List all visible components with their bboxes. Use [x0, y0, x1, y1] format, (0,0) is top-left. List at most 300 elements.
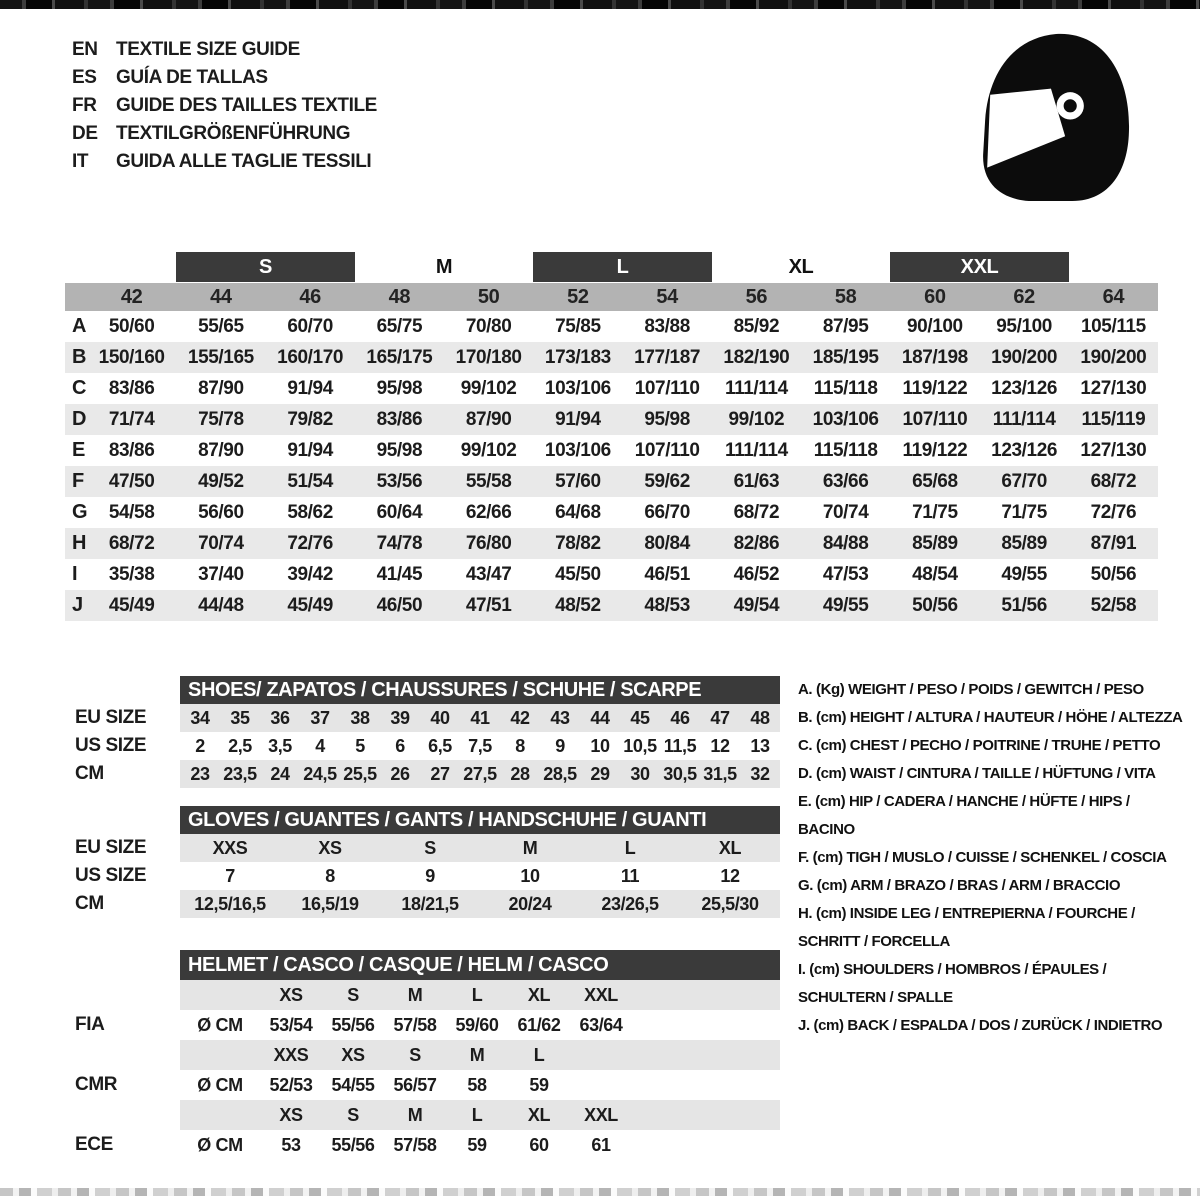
measurement-cell: 115/118	[813, 377, 878, 399]
measurement-cell: 123/126	[991, 439, 1058, 461]
legend-item: G. (cm) ARM / BRAZO / BRAS / ARM / BRACCIO	[798, 877, 1121, 894]
measurement-cell: 56/60	[198, 501, 244, 523]
measurement-row	[65, 404, 1158, 435]
shoes-cell: 11,5	[663, 735, 697, 756]
measurement-cell: 87/90	[465, 408, 512, 430]
gloves-cell: 9	[425, 865, 435, 886]
measurement-cell: 83/88	[644, 315, 690, 337]
measurement-cell: 76/80	[465, 532, 512, 554]
helmet-cell: 57/58	[393, 1134, 437, 1155]
legend-item: E. (cm) HIP / CADERA / HANCHE / HÜFTE / HIPS / BACINO	[798, 793, 1130, 838]
helmet-cell: XL	[527, 984, 551, 1005]
helmet-cell	[180, 1100, 260, 1130]
measurement-cell: 82/86	[733, 532, 780, 554]
gloves-row-label: US SIZE	[75, 865, 147, 886]
measurement-row-label: E	[72, 439, 85, 461]
helmet-cell	[180, 1040, 260, 1070]
measurement-row	[65, 311, 1158, 342]
gloves-cell: 25,5/30	[701, 893, 759, 914]
measurement-cell: 41/45	[376, 563, 423, 585]
gloves-cell: 20/24	[508, 893, 552, 914]
measurement-cell: 75/78	[198, 408, 244, 430]
shoes-cell: 27	[430, 763, 450, 784]
measurement-cell: 68/72	[1090, 470, 1137, 492]
helmet-cell: XS	[279, 984, 303, 1005]
size-group-s: S	[176, 252, 355, 282]
helmet-cell: 53/54	[269, 1014, 313, 1035]
legend-item: F. (cm) TIGH / MUSLO / CUISSE / SCHENKEL / COSCIA	[798, 849, 1167, 866]
helmet-size-table	[65, 950, 780, 1160]
language-row	[72, 148, 377, 176]
measurement-cell: 51/56	[1001, 594, 1047, 616]
shoes-row	[65, 760, 780, 788]
helmet-row	[65, 1130, 780, 1160]
measurement-cell: 85/89	[1001, 532, 1047, 554]
gloves-cell: XS	[318, 837, 342, 858]
language-code: DE	[72, 123, 98, 144]
helmet-cell: 63/64	[579, 1014, 623, 1035]
shoes-cell: 44	[590, 707, 610, 728]
helmet-cell: 59	[467, 1134, 487, 1155]
measurement-rows	[65, 311, 1158, 621]
measurement-cell: 111/114	[992, 408, 1056, 430]
shoes-cell: 10	[590, 735, 610, 756]
measurement-cell: 160/170	[277, 346, 344, 368]
measurement-cell: 70/80	[465, 315, 512, 337]
measurement-cell: 47/51	[465, 594, 512, 616]
measurement-cell: 35/38	[108, 563, 155, 585]
numeric-size: 44	[210, 285, 232, 308]
gloves-row	[65, 834, 780, 862]
size-group-m: M	[435, 255, 453, 278]
shoes-row	[65, 704, 780, 732]
gloves-cell: 10	[520, 865, 540, 886]
shoes-cell: 10,5	[623, 735, 657, 756]
shoes-table-title-bar: SHOES/ ZAPATOS / CHAUSSURES / SCHUHE / SCARPE	[180, 676, 780, 704]
measurement-cell: 46/51	[644, 563, 690, 585]
measurement-cell: 47/50	[108, 470, 155, 492]
measurement-cell: 60/64	[376, 501, 423, 523]
legend-item: H. (cm) INSIDE LEG / ENTREPIERNA / FOURCHE / SCHRITT / FORCELLA	[798, 905, 1135, 950]
measurement-cell: 71/75	[912, 501, 958, 523]
numeric-size: 56	[745, 285, 768, 308]
measurement-row-label: H	[72, 532, 87, 554]
measurement-row-label: I	[72, 563, 78, 585]
measurement-cell: 87/95	[822, 315, 869, 337]
shoes-cell: 45	[630, 707, 650, 728]
numeric-size: 54	[656, 285, 678, 308]
helmet-cell: S	[347, 1104, 359, 1125]
measurement-cell: 57/60	[555, 470, 601, 492]
gloves-cell: 7	[225, 865, 235, 886]
gloves-cell: 18/21,5	[401, 893, 459, 914]
measurement-cell: 79/82	[287, 408, 333, 430]
numeric-size: 58	[834, 285, 857, 308]
shoes-cell: 38	[350, 707, 370, 728]
measurement-cell: 48/54	[912, 563, 958, 585]
measurement-cell: 39/42	[287, 563, 333, 585]
language-title: TEXTILE SIZE GUIDE	[116, 39, 300, 60]
legend-item: J. (cm) BACK / ESPALDA / DOS / ZURÜCK / INDIETRO	[798, 1017, 1163, 1034]
measurement-cell: 170/180	[455, 346, 522, 368]
measurement-cell: 87/91	[1090, 532, 1137, 554]
legend-item: I. (cm) SHOULDERS / HOMBROS / ÉPAULES / SCHULTERN / SPALLE	[798, 961, 1107, 1006]
measurement-cell: 63/66	[822, 470, 869, 492]
helmet-cell: M	[469, 1044, 485, 1065]
gloves-rows	[65, 834, 780, 918]
measurement-cell: 83/86	[108, 439, 155, 461]
measurement-cell: 190/200	[991, 346, 1058, 368]
measurement-cell: 45/50	[555, 563, 601, 585]
measurement-row-label: C	[72, 377, 87, 399]
gloves-cell: S	[424, 837, 436, 858]
helmet-cell: L	[471, 984, 483, 1005]
helmet-cell: 54/55	[331, 1074, 375, 1095]
legend-item: B. (cm) HEIGHT / ALTURA / HAUTEUR / HÖHE / ALTEZZA	[798, 709, 1183, 726]
helmet-row-label	[65, 1040, 180, 1070]
measurement-cell: 107/110	[902, 408, 968, 430]
measurement-cell: 49/54	[733, 594, 780, 616]
measurement-row-label: D	[72, 408, 87, 430]
measurement-row-label: F	[72, 470, 84, 492]
language-row	[72, 120, 377, 148]
language-row	[72, 64, 377, 92]
measurement-cell: 53/56	[376, 470, 423, 492]
helmet-cell: 60	[529, 1134, 549, 1155]
measurement-cell: 43/47	[465, 563, 512, 585]
measurement-cell: 99/102	[728, 408, 785, 430]
shoes-cell: 12	[710, 735, 730, 756]
shoes-cell: 23	[190, 763, 210, 784]
measurement-cell: 119/122	[902, 377, 968, 399]
shoes-cell: 30	[630, 763, 650, 784]
gloves-row-label: EU SIZE	[75, 837, 147, 858]
measurement-cell: 72/76	[287, 532, 333, 554]
measurement-cell: 48/53	[644, 594, 690, 616]
helmet-cell: 52/53	[269, 1074, 313, 1095]
measurement-cell: 107/110	[634, 439, 700, 461]
gloves-cell: 12,5/16,5	[194, 893, 266, 914]
helmet-cell: S	[409, 1044, 421, 1065]
language-title: GUIDA ALLE TAGLIE TESSILI	[116, 151, 372, 172]
measurement-cell: 115/118	[813, 439, 878, 461]
measurement-cell: 83/86	[376, 408, 423, 430]
shoes-cell: 8	[515, 735, 525, 756]
measurement-cell: 103/106	[812, 408, 879, 430]
measurement-cell: 64/68	[555, 501, 601, 523]
helmet-rows	[65, 980, 780, 1160]
helmet-cell	[180, 980, 260, 1010]
shoes-cell: 5	[355, 735, 365, 756]
shoes-cell: 40	[430, 707, 450, 728]
shoes-row-label: US SIZE	[75, 735, 147, 756]
shoes-cell: 26	[390, 763, 410, 784]
measurement-cell: 68/72	[108, 532, 155, 554]
numeric-size: 50	[477, 285, 500, 308]
measurement-cell: 72/76	[1090, 501, 1137, 523]
measurement-cell: 85/89	[912, 532, 958, 554]
measurement-cell: 177/187	[634, 346, 701, 368]
helmet-cell: 61	[591, 1134, 611, 1155]
size-group-xl: XL	[788, 255, 814, 278]
helmet-table-title-bar: HELMET / CASCO / CASQUE / HELM / CASCO	[180, 950, 780, 980]
shoes-cell: 4	[315, 735, 325, 756]
measurement-cell: 111/114	[725, 439, 788, 461]
shoes-cell: 46	[670, 707, 690, 728]
measurement-cell: 55/65	[198, 315, 244, 337]
measurement-cell: 91/94	[287, 439, 333, 461]
shoes-cell: 43	[550, 707, 570, 728]
shoes-cell: 37	[310, 707, 330, 728]
measurement-cell: 95/98	[644, 408, 690, 430]
shoes-row-label: EU SIZE	[75, 707, 147, 728]
shoes-cell: 28,5	[543, 763, 577, 784]
gloves-cell: 8	[325, 865, 335, 886]
helmet-cell: XL	[527, 1104, 551, 1125]
helmet-row	[65, 1010, 780, 1040]
helmet-cell: L	[471, 1104, 483, 1125]
shoes-cell: 29	[590, 763, 610, 784]
measurement-cell: 95/98	[376, 377, 423, 399]
shoes-cell: 24	[270, 763, 290, 784]
measurement-cell: 115/119	[1081, 408, 1146, 430]
measurement-cell: 47/53	[822, 563, 869, 585]
measurement-cell: 190/200	[1080, 346, 1147, 368]
size-group-l: L	[533, 252, 712, 282]
shoes-cell: 31,5	[703, 763, 737, 784]
shoes-cell: 34	[190, 707, 210, 728]
measurement-row-label: G	[72, 501, 88, 523]
numeric-size-row	[65, 283, 1158, 311]
measurement-cell: 65/68	[912, 470, 958, 492]
measurement-cell: 95/98	[376, 439, 423, 461]
measurement-cell: 49/55	[1001, 563, 1047, 585]
gloves-row-label: CM	[75, 893, 104, 914]
measurement-cell: 71/75	[1001, 501, 1047, 523]
gloves-cell: 23/26,5	[601, 893, 659, 914]
shoes-cell: 3,5	[268, 735, 292, 756]
gloves-cell: XL	[718, 837, 742, 858]
language-code: IT	[72, 151, 89, 172]
shoes-cell: 30,5	[663, 763, 697, 784]
helmet-cell: Ø CM	[197, 1014, 243, 1035]
language-list	[72, 36, 377, 176]
numeric-size: 46	[299, 285, 321, 308]
numeric-size: 52	[567, 285, 589, 308]
gloves-cell: M	[522, 837, 538, 858]
measurement-cell: 51/54	[287, 470, 333, 492]
measurement-cell: 50/56	[912, 594, 958, 616]
measurement-cell: 71/74	[108, 408, 155, 430]
language-title: GUIDE DES TAILLES TEXTILE	[116, 95, 377, 116]
shoes-size-table	[65, 676, 780, 788]
racing-helmet-icon	[973, 30, 1135, 206]
measurement-cell: 74/78	[376, 532, 423, 554]
measurement-cell: 44/48	[198, 594, 244, 616]
shoes-cell: 36	[270, 707, 290, 728]
measurement-cell: 50/60	[108, 315, 155, 337]
measurement-cell: 83/86	[108, 377, 155, 399]
measurement-cell: 87/90	[198, 439, 244, 461]
measurement-cell: 55/58	[465, 470, 512, 492]
bottom-crop-artifact	[0, 1188, 1200, 1196]
measurement-row	[65, 590, 1158, 621]
helmet-cell: Ø CM	[197, 1134, 243, 1155]
measurement-cell: 127/130	[1080, 439, 1147, 461]
measurement-cell: 90/100	[907, 315, 963, 337]
helmet-row	[65, 1070, 780, 1100]
measurement-row	[65, 373, 1158, 404]
measurement-cell: 65/75	[376, 315, 423, 337]
measurement-row	[65, 466, 1158, 497]
measurement-row-label: B	[72, 346, 87, 368]
legend-item: A. (Kg) WEIGHT / PESO / POIDS / GEWITCH / PESO	[798, 681, 1144, 698]
gloves-cell: 11	[620, 865, 640, 886]
numeric-size: 64	[1102, 285, 1125, 308]
helmet-cell: M	[407, 984, 423, 1005]
shoes-cell: 24,5	[303, 763, 337, 784]
helmet-row	[65, 1040, 780, 1070]
helmet-cell: Ø CM	[197, 1074, 243, 1095]
measurement-cell: 91/94	[287, 377, 333, 399]
measurement-cell: 123/126	[991, 377, 1058, 399]
measurement-cell: 68/72	[733, 501, 780, 523]
measurement-cell: 187/198	[901, 346, 968, 368]
gloves-row	[65, 890, 780, 918]
helmet-cell: 55/56	[331, 1134, 375, 1155]
helmet-cell: XXL	[584, 1104, 618, 1125]
helmet-cell: 55/56	[331, 1014, 375, 1035]
shoes-cell: 35	[230, 707, 250, 728]
top-crop-artifact	[0, 0, 1200, 9]
measurement-row	[65, 435, 1158, 466]
measurement-cell: 70/74	[822, 501, 869, 523]
shoes-cell: 2	[195, 735, 205, 756]
shoes-cell: 2,5	[228, 735, 252, 756]
shoes-cell: 32	[750, 763, 770, 784]
measurement-cell: 61/63	[733, 470, 780, 492]
measurement-cell: 95/100	[996, 315, 1052, 337]
measurement-cell: 173/183	[544, 346, 611, 368]
measurement-cell: 59/62	[644, 470, 690, 492]
shoes-cell: 41	[470, 707, 490, 728]
shoes-cell: 47	[710, 707, 730, 728]
measurement-row	[65, 497, 1158, 528]
measurement-cell: 45/49	[287, 594, 333, 616]
gloves-row	[65, 862, 780, 890]
measurement-cell: 87/90	[198, 377, 244, 399]
measurement-row	[65, 559, 1158, 590]
helmet-cell: XXL	[584, 984, 618, 1005]
helmet-cell: 59/60	[455, 1014, 499, 1035]
numeric-size: 62	[1013, 285, 1035, 308]
measurement-cell: 107/110	[634, 377, 700, 399]
shoes-cell: 9	[555, 735, 565, 756]
shoes-cell: 6,5	[428, 735, 452, 756]
shoes-rows	[65, 704, 780, 788]
measurement-cell: 99/102	[460, 377, 517, 399]
language-code: EN	[72, 39, 98, 60]
measurement-cell: 46/52	[733, 563, 780, 585]
gloves-cell: 16,5/19	[301, 893, 359, 914]
size-group-xxl: XXL	[890, 252, 1069, 282]
measurement-cell: 111/114	[725, 377, 788, 399]
language-code: FR	[72, 95, 97, 116]
measurement-cell: 91/94	[555, 408, 601, 430]
measurement-cell: 103/106	[544, 439, 611, 461]
measurement-cell: 84/88	[822, 532, 869, 554]
measurement-cell: 105/115	[1080, 315, 1146, 337]
numeric-size: 42	[120, 285, 143, 308]
measurement-row	[65, 342, 1158, 373]
measurement-cell: 58/62	[287, 501, 333, 523]
language-title: GUÍA DE TALLAS	[116, 67, 268, 88]
helmet-row-label: FIA	[75, 1014, 105, 1035]
measurement-cell: 119/122	[902, 439, 968, 461]
helmet-cell: 61/62	[517, 1014, 561, 1035]
helmet-cell: M	[407, 1104, 423, 1125]
helmet-cell	[570, 1070, 632, 1100]
gloves-cell: 12	[720, 865, 740, 886]
language-title: TEXTILGRÖßENFÜHRUNG	[116, 123, 351, 144]
helmet-row-label	[65, 980, 180, 1010]
measurement-cell: 37/40	[198, 563, 244, 585]
shoes-row-label: CM	[75, 763, 104, 784]
gloves-cell: XXS	[212, 837, 248, 858]
shoes-cell: 27,5	[463, 763, 497, 784]
measurement-cell: 49/52	[198, 470, 244, 492]
helmet-row	[65, 1100, 780, 1130]
shoes-cell: 39	[390, 707, 410, 728]
helmet-row-label: ECE	[75, 1134, 113, 1155]
measurement-cell: 54/58	[108, 501, 155, 523]
measurement-cell: 85/92	[733, 315, 780, 337]
legend-item: C. (cm) CHEST / PECHO / POITRINE / TRUHE / PETTO	[798, 737, 1161, 754]
shoes-cell: 25,5	[343, 763, 377, 784]
shoes-cell: 23,5	[223, 763, 257, 784]
helmet-cell: 53	[281, 1134, 301, 1155]
measurement-cell: 127/130	[1080, 377, 1147, 399]
measurement-legend	[798, 676, 1190, 1040]
gloves-table-title-bar: GLOVES / GUANTES / GANTS / HANDSCHUHE / GUANTI	[180, 806, 780, 834]
helmet-cell: XS	[341, 1044, 365, 1065]
measurement-row-label: A	[72, 315, 87, 337]
measurement-cell: 45/49	[108, 594, 155, 616]
helmet-cell: S	[347, 984, 359, 1005]
helmet-cell: 58	[467, 1074, 487, 1095]
numeric-size: 60	[924, 285, 946, 308]
measurement-cell: 67/70	[1001, 470, 1047, 492]
gloves-cell: L	[624, 837, 636, 858]
size-row-spacer	[65, 283, 87, 311]
shoes-cell: 13	[750, 735, 770, 756]
language-row	[72, 36, 377, 64]
shoes-cell: 6	[395, 735, 405, 756]
measurement-cell: 48/52	[555, 594, 601, 616]
helmet-cell: L	[533, 1044, 545, 1065]
helmet-cell: 57/58	[393, 1014, 437, 1035]
shoes-cell: 28	[510, 763, 530, 784]
helmet-row	[65, 980, 780, 1010]
helmet-cell: XS	[279, 1104, 303, 1125]
language-code: ES	[72, 67, 97, 88]
measurement-cell: 99/102	[460, 439, 517, 461]
language-row	[72, 92, 377, 120]
measurement-cell: 66/70	[644, 501, 690, 523]
legend-item: D. (cm) WAIST / CINTURA / TAILLE / HÜFTUNG / VITA	[798, 765, 1156, 782]
measurement-cell: 78/82	[555, 532, 601, 554]
helmet-row-label	[65, 1100, 180, 1130]
